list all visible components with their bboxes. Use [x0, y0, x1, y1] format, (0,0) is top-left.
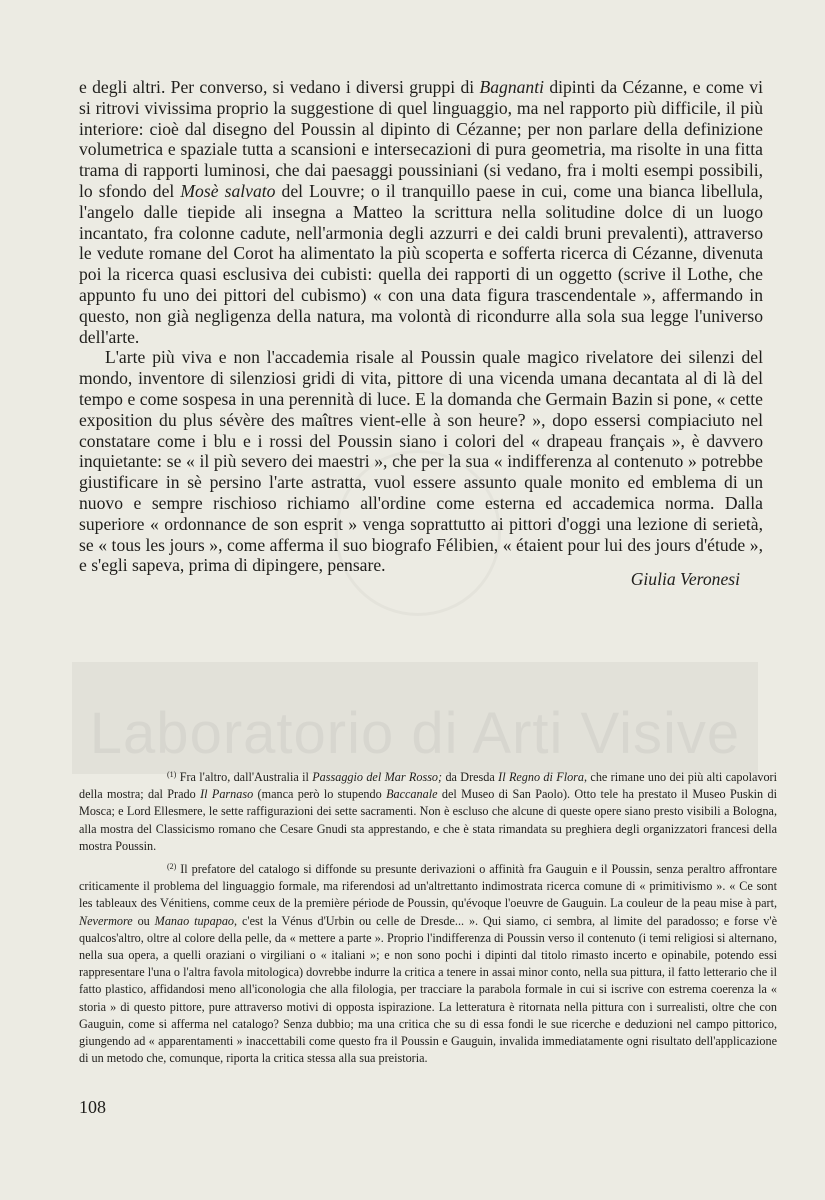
footnote-marker: (1) — [167, 770, 177, 779]
italic-title: Mosè salvato — [180, 180, 276, 201]
footnote-2 — [79, 858, 777, 1067]
watermark-text: Laboratorio di Arti Visive — [89, 701, 741, 766]
page-number: 108 — [79, 1097, 106, 1117]
italic-title: Il Regno di Flora — [498, 770, 585, 784]
italic-title: Il Parnaso — [200, 787, 254, 802]
italic-title: Baccanale — [386, 787, 438, 802]
italic-title: Bagnanti — [479, 77, 544, 97]
italic-title: Manao tupapao — [154, 913, 235, 928]
footnotes — [79, 766, 777, 1070]
footnote-text: Fra l'altro, dall'Australia il Passaggio del Mar Rosso; da Dresda Il Regno di Flora, che rimane uno dei più alti capolavori della mostra; dal Prado Il Parnaso (manca però lo stupendo Baccanale del Museo di San Paolo). Otto tele ha prestato il Museo Puskin di Mosca; e Lord Ellesmere, le sette raffigurazioni dei sette sacramenti. Non è escluso che alcune di queste opere siano presto visibili a Bologna, alla mostra del Classicismo romano che Cesare Gnudi sta apprestando, e che è stata rimandata su preghiera degli organizzatori francesi della mostra Poussin. — [79, 770, 778, 853]
italic-title: Passaggio del Mar Rosso; — [312, 770, 443, 784]
italic-title: Nevermore — [79, 913, 133, 928]
body-paragraph-2: L'arte più viva e non l'accademia risale al Poussin quale magico rivelatore dei silenzi del mondo, inventore di silenziosi gridi di vita, pittore di una vicenda umana decantata al di là del tempo e come sospesa in una perennità di luce. E la domanda che Germain Bazin si pone, « cette exposition du plus sévère des maîtres vient-elle à son heure? », dopo essersi compiaciuto nel constatare come i blu e i rossi del Poussin siano i colori del « drapeau français », è davvero inquietante: se « il più severo dei maestri », che per la sua « indifferenza al contenuto » potrebbe giustificare in sè persino l'arte astratta, vuol essere assunto quale monito ed emblema di un nuovo e sempre rischioso richiamo all'ordine come esterna ed accademica norma. Dalla superiore « ordonnance de son esprit » venga soprattutto ai pittori d'oggi una lezione di serietà, se « tous les jours », come afferma il suo biografo Félibien, « étaient pour lui des jours d'étude », e s'egli sapeva, prima di dipingere, pensare. — [79, 347, 763, 576]
body-paragraph-1: e degli altri. Per converso, si vedano i diversi gruppi di Bagnanti dipinti da Cézanne, e come vi si ritrovi vivissima proprio la suggestione di quel linguaggio, ma nel rapporto più difficile, il più interiore: cioè dal disegno del Poussin al dipinto di Cézanne; per non parlare della definizione volumetrica e spaziale tutta a scansioni e intersecazioni di pura geometria, ma risolte in una fitta trama di rapporti luminosi, che dai paesaggi poussiniani (si vedano, fra i molti esempi possibili, lo sfondo del Mosè salvato del Louvre; o il tranquillo paese in cui, come una bianca libellula, l'angelo dalle tiepide ali insegna a Matteo la scrittura nella solitudine dolce di un luogo incantato, fra colonne cadute, nell'armonia degli azzurri e dei caldi bruni prevalenti), attraverso le vedute romane del Corot ha alimentato la più scoperta e sofferta ricerca di Cézanne, divenuta poi la ricerca quasi esclusiva dei cubisti: quella dei rapporti di un oggetto (scrive il Lothe, che appunto fu uno dei pittori del cubismo) « con una data figura trascendentale », affermando in questo, non già negligenza della natura, ma volontà di ricondurre alla sola sua legge l'universo dell'arte. — [79, 77, 763, 347]
author-signature: Giulia Veronesi — [630, 569, 740, 589]
footnote-1 — [79, 766, 777, 855]
footnote-text: Il prefatore del catalogo si diffonde su presunte derivazioni o affinità fra Gauguin e il Poussin, senza peraltro affrontare criticamente il problema del linguaggio formale, ma riferendosi ad un'altrettanto indimostrata ricerca comune di « primitivismo ». « Ce sont les tableaux des Vénitiens, comme ceux de la première période de Poussin, qu'évoque l'oeuvre de Gauguin. La couleur de la peau mise à part, Nevermore ou Manao tupapao, c'est la Vénus d'Urbin ou celle de Dresde... ». Qui siamo, ci sembra, al limite del paradosso; e forse v'è qualcos'altro, oltre al colore della pelle, da « mettere a parte ». Proprio l'indifferenza di Poussin verso il contenuto (i temi religiosi si alternano, nella sua opera, a quelli oraziani o virgiliani o « italiani »; e non sono pochi i dipinti dal titolo rimasto incerto e opinabile, potendo essi rappresentare l'una o l'altra favola mitologica) dovrebbe indurre la critica a tenere in assai minor conto, nella sua pittura, il fatto letterario che il fatto plastico, affidandosi meno all'iconologia che alla filologia, per tracciare la parabola formale in cui si iscrive con estrema coerenza la « storia » di questo pittore, pure attraverso motivi di opposta ispirazione. La letteratura è ritornata nella pittura con i surrealisti, oltre che con Gauguin, come si afferma nel catalogo? Senza dubbio; ma una critica che su di essa fondi le sue ricerche e deduzioni nel campo pittorico, giungendo ad « apparentamenti » inaccettabili come questo fra il Poussin e Gauguin, invalida immediatamente ogni risultato dell'applicazione di un metodo che, comunque, riporta la critica stessa alla sua preistoria. — [79, 862, 778, 1066]
footnote-marker: (2) — [167, 862, 177, 872]
main-text — [79, 77, 763, 576]
